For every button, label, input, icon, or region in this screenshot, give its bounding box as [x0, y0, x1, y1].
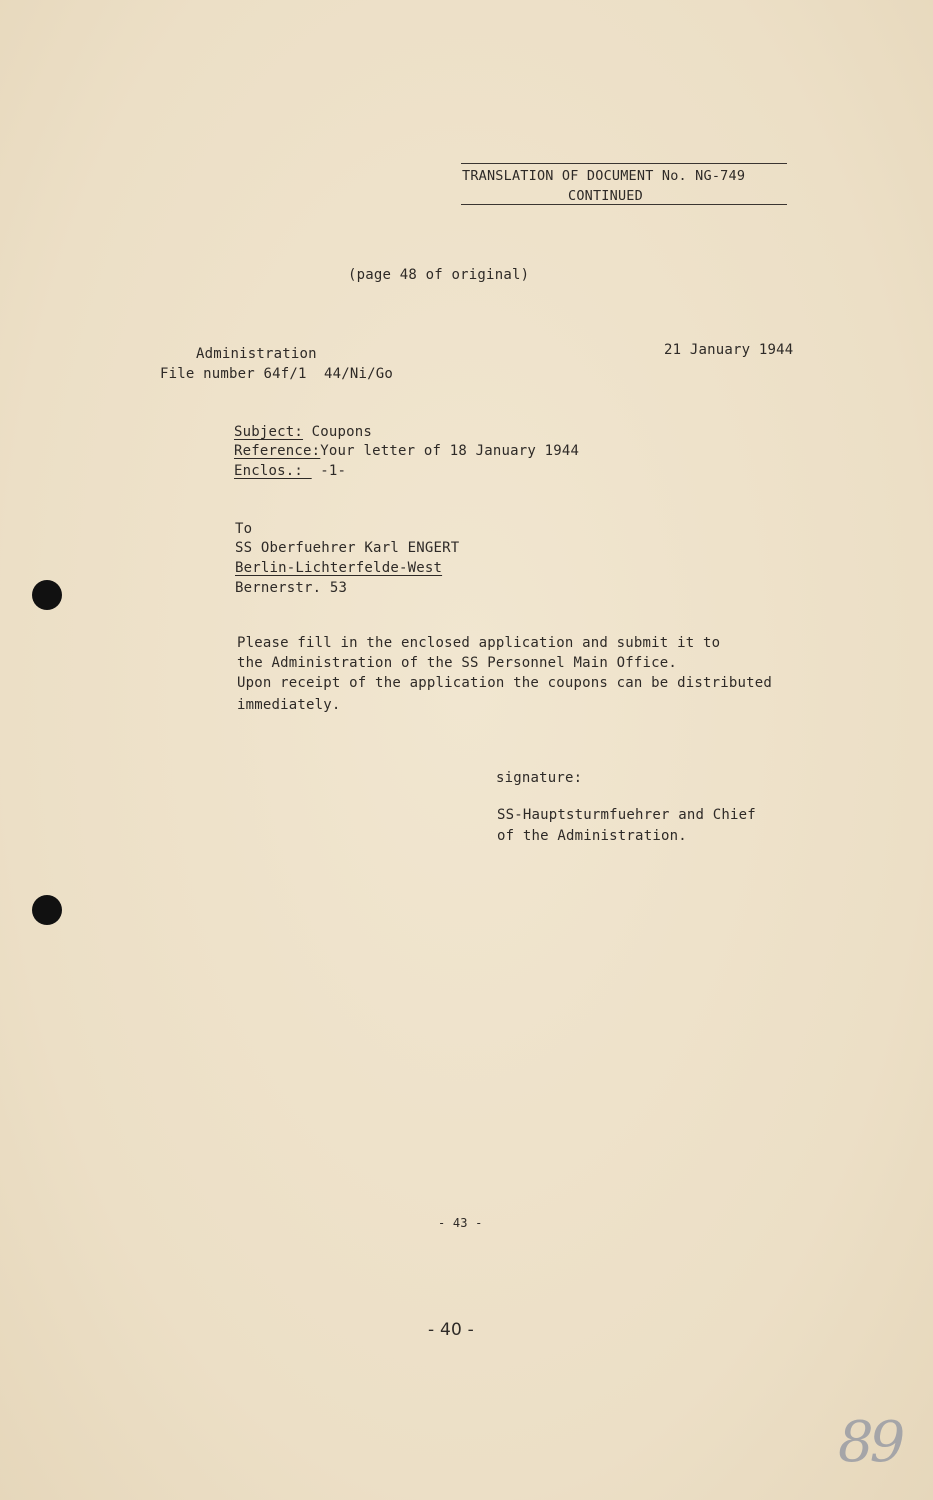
recipient-name: SS Oberfuehrer Karl ENGERT [235, 540, 460, 556]
enclosures-line [234, 461, 346, 481]
header-bottom-rule [461, 204, 787, 205]
reference-value: Your letter of 18 January 1944 [320, 443, 580, 459]
letter-date: 21 January 1944 [664, 342, 794, 358]
recipient-to: To [235, 521, 253, 537]
footer-small-mark: - 43 - [438, 1216, 483, 1230]
recipient-address-line1: Berlin-Lichterfelde-West [235, 560, 443, 576]
body-line-1: Please fill in the enclosed application and submit it to [237, 635, 721, 651]
document-subtitle: CONTINUED [568, 188, 643, 204]
reference-label: Reference: [234, 443, 321, 459]
punch-hole-top [32, 580, 62, 610]
subject-line [234, 422, 372, 442]
body-line-2: the Administration of the SS Personnel Main Office. [237, 655, 678, 671]
signature-title-line1: SS-Hauptsturmfuehrer and Chief [497, 807, 756, 823]
reference-line [234, 441, 579, 461]
document-title: TRANSLATION OF DOCUMENT No. NG-749 [462, 168, 746, 184]
sender-office: Administration [196, 346, 317, 362]
page-number: - 40 - [428, 1320, 474, 1340]
signature-title-line2: of the Administration. [497, 828, 687, 844]
subject-value: Coupons [303, 424, 373, 440]
body-line-3: Upon receipt of the application the coupons can be distributed [237, 675, 772, 691]
signature-label: signature: [496, 770, 583, 786]
punch-hole-bottom [32, 895, 62, 925]
recipient-address-line2: Bernerstr. 53 [235, 580, 348, 596]
header-top-rule [461, 163, 787, 164]
page-of-original: (page 48 of original) [348, 267, 530, 283]
subject-label: Subject: [234, 424, 304, 440]
enclosures-label: Enclos.: [234, 463, 312, 479]
handwritten-page-note: 89 [838, 1410, 902, 1475]
body-line-4: immediately. [237, 697, 341, 713]
file-number: File number 64f/1 44/Ni/Go [160, 366, 393, 382]
enclosures-value: -1- [311, 463, 347, 479]
